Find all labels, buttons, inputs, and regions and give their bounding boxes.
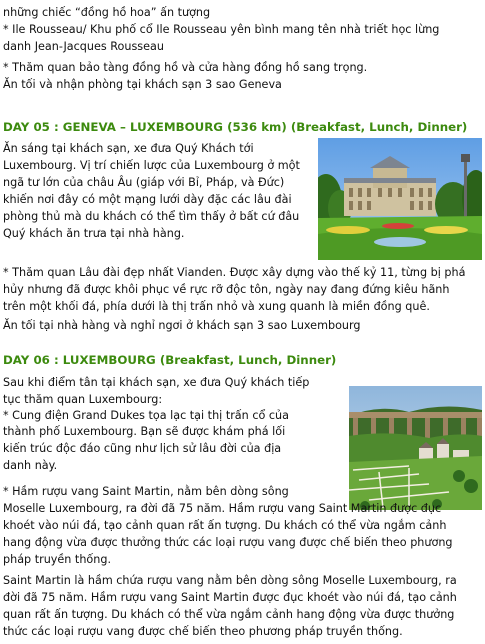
day6-text-line: khoét vào núi đá, tạo cảnh quan rất ấn tượng. Du khách có thể vừa ngắm cảnh <box>3 519 447 532</box>
day5-text-line: trên một khối đá, phía dưới là thị trấn nhỏ và xung quanh là miền đồng quê. <box>3 300 430 313</box>
day6-text-line: danh này. <box>3 459 58 472</box>
day6-text-line: kiến trúc độc đáo cũng như lịch sử lâu đời của địa <box>3 442 282 455</box>
day6-text-line: Moselle Luxembourg, ra đời đã 75 năm. Hầm rượu vang Saint Martin được đục <box>3 502 442 515</box>
day5-text-line: ngã tư lớn của châu Âu (giáp với Bỉ, Pháp, và Đức) <box>3 176 285 189</box>
day6-text-line: * Hầm rượu vang Saint Martin, nằm bên dòng sông <box>3 485 289 498</box>
intro-line: những chiếc “đồng hồ hoa” ấn tượng <box>3 6 211 19</box>
day5-text-line: hủy nhưng đã được khôi phục về rực rỡ độc tôn, ngày nay đang đứng kiêu hãnh <box>3 283 450 296</box>
day5-text-line: Luxembourg. Vị trí chiến lược của Luxembourg ở một <box>3 159 300 172</box>
intro-line: Ăn tối và nhận phòng tại khách sạn 3 sao Geneva <box>3 78 282 91</box>
day5-text-line: Ăn sáng tại khách sạn, xe đưa Quý Khách tới <box>3 142 254 155</box>
day6-text-line: thành phố Luxembourg. Bạn sẽ được khám phá lối <box>3 425 286 438</box>
intro-line: * Thăm quan bảo tàng đồng hồ và cửa hàng đồng hồ sang trọng. <box>3 61 368 74</box>
day6-text-line: pháp truyền thống. <box>3 553 112 566</box>
day6-text-line: đời đã 75 năm. Hầm rượu vang Saint Martin được đục khoét vào núi đá, tạo cảnh <box>3 591 457 604</box>
day5-text-line: Quý khách ăn trưa tại nhà hàng. <box>3 227 185 240</box>
day6-text-line: hang động vừa được thưởng thức các loại rượu vang được chế biến theo phương <box>3 536 453 549</box>
day5-text-line: Ăn tối tại nhà hàng và nghỉ ngơi ở khách sạn 3 sao Luxembourg <box>3 319 361 332</box>
intro-line: danh Jean-Jacques Rousseau <box>3 40 164 53</box>
day5-text-line: * Thăm quan Lâu đài đẹp nhất Vianden. Được xây dựng vào thế kỷ 11, từng bị phá <box>3 266 466 279</box>
day5-text-line: phòng thủ mà du khách có thể tìm thấy ở bất cứ đâu <box>3 210 300 223</box>
day6-heading: DAY 06 : LUXEMBOURG (Breakfast, Lunch, Dinner) <box>3 353 337 367</box>
luxembourg-palace-photo <box>318 138 482 260</box>
day6-text-line: tục thăm quan Luxembourg: <box>3 393 163 406</box>
day5-text-line: khiến nơi đây có một mạng lưới dày đặc các lâu đài <box>3 193 292 206</box>
day6-text-line: thức các loại rượu vang được chế biến theo phương pháp truyền thống. <box>3 625 403 638</box>
day6-text-line: Saint Martin là hầm chứa rượu vang nằm bên dòng sông Moselle Luxembourg, ra <box>3 574 457 587</box>
intro-line: * Ile Rousseau/ Khu phố cổ Ile Rousseau yên bình mang tên nhà triết học lừng <box>3 23 440 36</box>
day6-text-line: quan rất ấn tượng. Du khách có thể vừa ngắm cảnh hang động vừa được thưởng <box>3 608 455 621</box>
day6-text-line: * Cung điện Grand Dukes tọa lạc tại thị trấn cổ của <box>3 409 289 422</box>
day5-heading: DAY 05 : GENEVA – LUXEMBOURG (536 km) (Breakfast, Lunch, Dinner) <box>3 120 468 134</box>
day6-text-line: Sau khi điểm tân tại khách sạn, xe đưa Quý khách tiếp <box>3 376 310 389</box>
